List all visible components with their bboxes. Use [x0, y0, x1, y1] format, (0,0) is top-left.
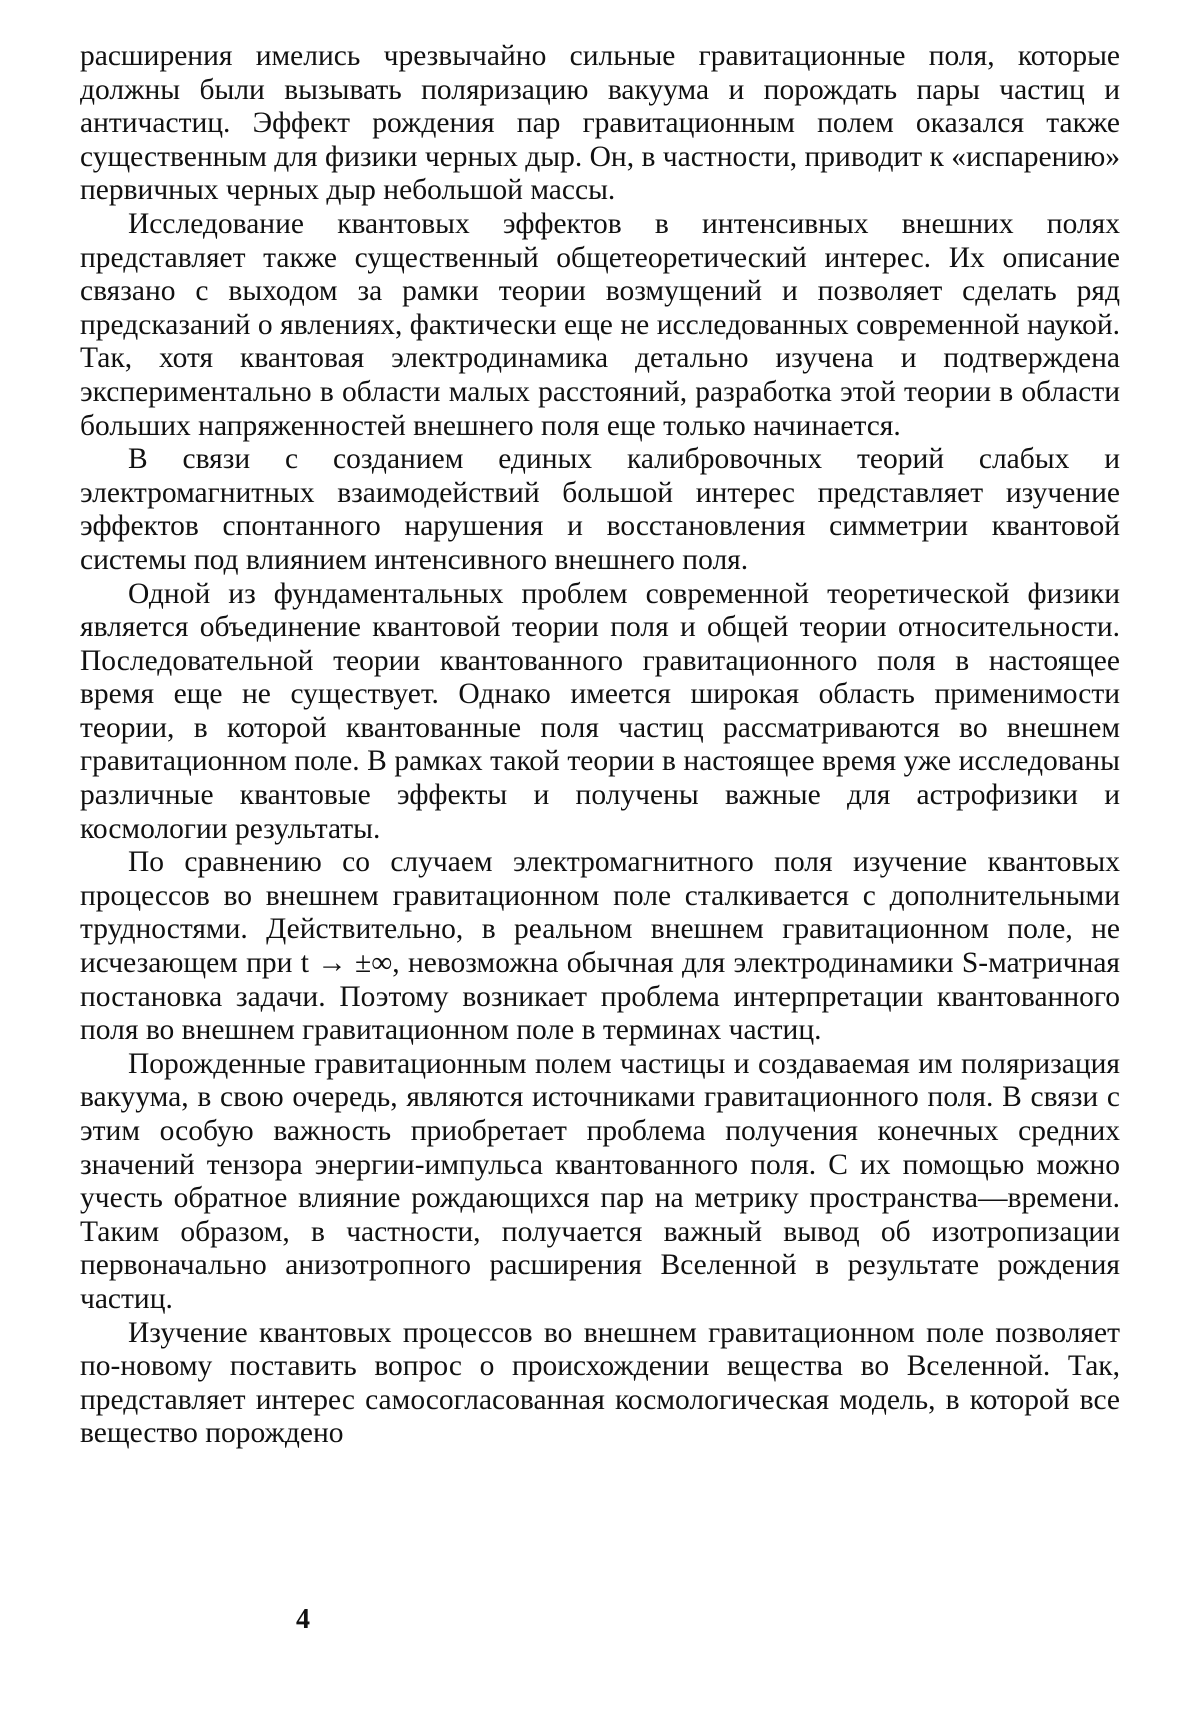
page-body: [80, 40, 1120, 1451]
paragraph-7: Изучение квантовых процессов во внешнем гравитационном поле позволяет по-новому поставить вопрос о происхождении вещества во Вселенной. Так, представляет интерес самосогласованная космологическая модель, в которой все вещество порождено: [80, 1316, 1120, 1450]
paragraph-2: Исследование квантовых эффектов в интенсивных внешних полях представляет также существенный общетеоретический интерес. Их описание связано с выходом за рамки теории возмущений и позволяет сделать ряд предсказаний о явлениях, фактически еще не исследованных современной наукой. Так, хотя квантовая электродинамика детально изучена и подтверждена экспериментально в области малых расстояний, разработка этой теории в области больших напряженностей внешнего поля еще только начинается.: [80, 207, 1120, 442]
paragraph-5: По сравнению со случаем электромагнитного поля изучение квантовых процессов во внешнем гравитационном поле сталкивается с дополнительными трудностями. Действительно, в реальном внешнем гравитационном поле, не исчезающем при t → ±∞, невозможна обычная для электродинамики S-матричная постановка задачи. Поэтому возникает проблема интерпретации квантованного поля во внешнем гравитационном поле в терминах частиц.: [80, 846, 1120, 1047]
paragraph-3: В связи с созданием единых калибровочных теорий слабых и электромагнитных взаимодействий большой интерес представляет изучение эффектов спонтанного нарушения и восстановления симметрии квантовой системы под влиянием интенсивного внешнего поля.: [80, 443, 1120, 576]
paragraph-1: расширения имелись чрезвычайно сильные гравитационные поля, которые должны были вызывать поляризацию вакуума и порождать пары частиц и античастиц. Эффект рождения пар гравитационным полем оказался также существенным для физики черных дыр. Он, в частности, приводит к «испарению» первичных черных дыр небольшой массы.: [80, 40, 1120, 207]
paragraph-6: Порожденные гравитационным полем частицы и создаваемая им поляризация вакуума, в свою очередь, являются источниками гравитационного поля. В связи с этим особую важность приобретает проблема получения конечных средних значений тензора энергии-импульса квантованного поля. С их помощью можно учесть обратное влияние рождающихся пар на метрику пространства—времени. Таким образом, в частности, получается важный вывод об изотропизации первоначально анизотропного расширения Вселенной в результате рождения частиц.: [80, 1047, 1120, 1315]
page-number: 4: [296, 1604, 310, 1635]
paragraph-4: Одной из фундаментальных проблем современной теоретической физики является объединение квантовой теории поля и общей теории относительности. Последовательной теории квантованного гравитационного поля в настоящее время еще не существует. Однако имеется широкая область применимости теории, в которой квантованные поля частиц рассматриваются во внешнем гравитационном поле. В рамках такой теории в настоящее время уже исследованы различные квантовые эффекты и получены важные для астрофизики и космологии результаты.: [80, 577, 1120, 845]
